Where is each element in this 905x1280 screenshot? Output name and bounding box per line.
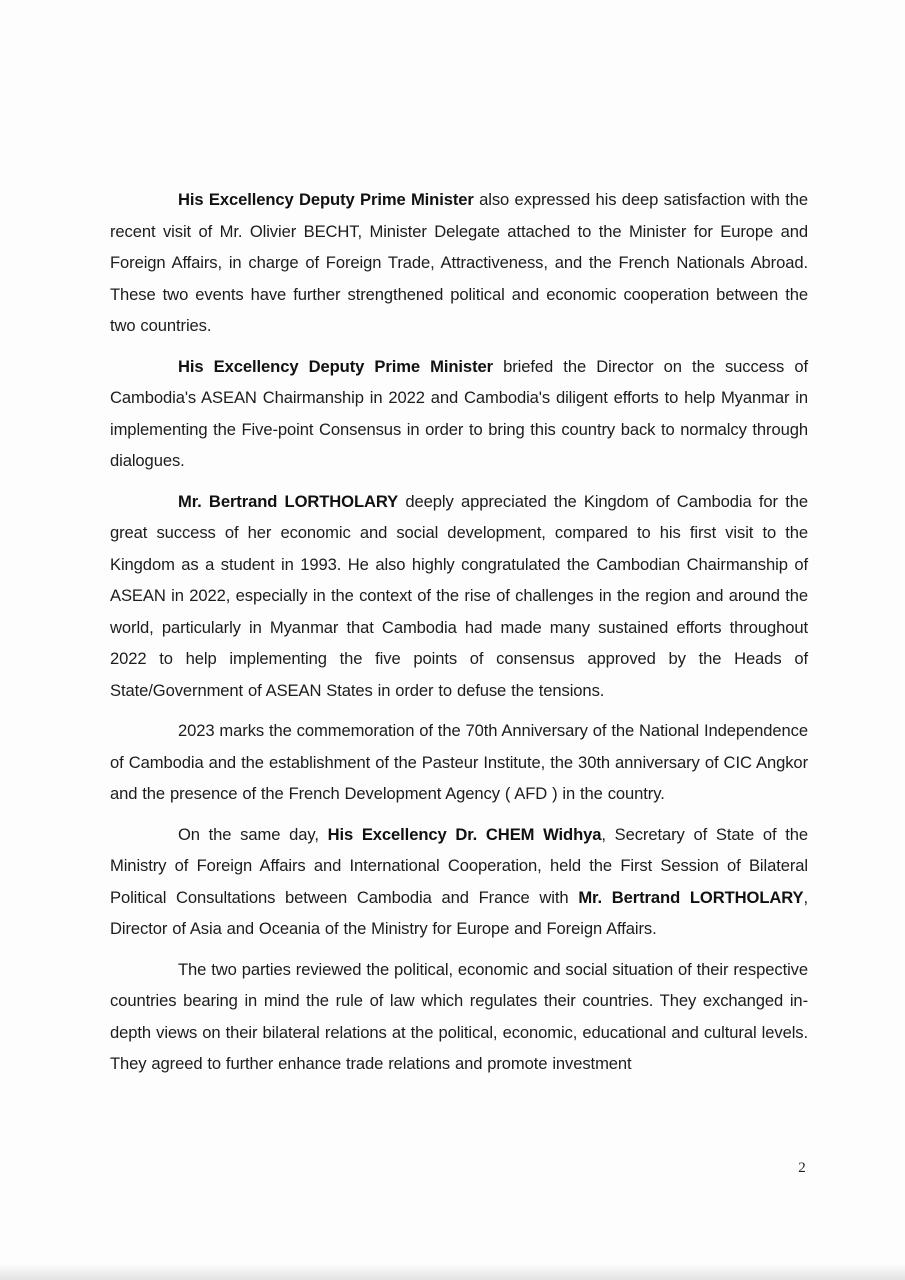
paragraph-text: The two parties reviewed the political, economic and social situation of their respective countries bearing in mind the rule of law which regulates their countries. They exchanged in-depth views on their bilateral relations at the political, economic, educational and cultural levels. They agreed to further enhance trade relations and promote investment	[110, 959, 808, 1073]
paragraph-satisfaction-visit	[110, 184, 808, 342]
paragraph-text: 2023 marks the commemoration of the 70th Anniversary of the National Independence of Cambodia and the establishment of the Pasteur Institute, the 30th anniversary of CIC Angkor and the presence of the French Development Agency ( AFD ) in the country.	[110, 721, 809, 803]
paragraph-asean-chairmanship	[110, 351, 808, 477]
bold-honorific: His Excellency Deputy Prime Minister	[178, 190, 474, 209]
page-bottom-edge	[0, 1264, 905, 1280]
paragraph-text: briefed the Director on the success of Cambodia's ASEAN Chairmanship in 2022 and Cambodia's diligent efforts to help Myanmar in implementing the Five-point Consensus in order to bring this country back to normalcy through dialogues.	[110, 356, 808, 470]
bold-honorific: His Excellency Deputy Prime Minister	[178, 356, 493, 376]
document-body	[110, 184, 808, 1089]
paragraph-text: deeply appreciated the Kingdom of Cambodia for the great success of her economic and social development, compared to his first visit to the Kingdom as a student in 1993. He also highly congratulated the Cambodian Chairmanship of ASEAN in 2022, especially in the context of the rise of challenges in the region and around the world, particularly in Myanmar that Cambodia had made many sustained efforts throughout 2022 to help implementing the five points of consensus approved by the Heads of State/Government of ASEAN States in order to defuse the tensions.	[110, 491, 808, 700]
page-number: 2	[798, 1160, 806, 1176]
bold-name: Mr. Bertrand LORTHOLARY	[178, 491, 399, 511]
bold-honorific: His Excellency Dr. CHEM Widhya	[327, 824, 602, 844]
paragraph-parties-review	[110, 954, 808, 1080]
bold-name: Mr. Bertrand LORTHOLARY	[578, 887, 804, 907]
paragraph-2023-commemoration	[110, 715, 808, 810]
paragraph-text: , Director of Asia and Oceania of the Ministry for Europe and Foreign Affairs.	[110, 887, 808, 938]
paragraph-text: also expressed his deep satisfaction with the recent visit of Mr. Olivier BECHT, Minister Delegate attached to the Minister for Europe and Foreign Affairs, in charge of Foreign Trade, Attractiveness, and the French Nationals Abroad. These two events have further strengthened political and economic cooperation between the two countries.	[110, 190, 808, 335]
paragraph-lortholary-appreciation	[110, 486, 808, 707]
paragraph-bilateral-consultations	[110, 819, 808, 945]
paragraph-text: , Secretary of State of the Ministry of Foreign Affairs and International Cooperation, held the First Session of Bilateral Political Consultations between Cambodia and France with	[110, 824, 808, 907]
paragraph-text: On the same day,	[178, 824, 328, 844]
